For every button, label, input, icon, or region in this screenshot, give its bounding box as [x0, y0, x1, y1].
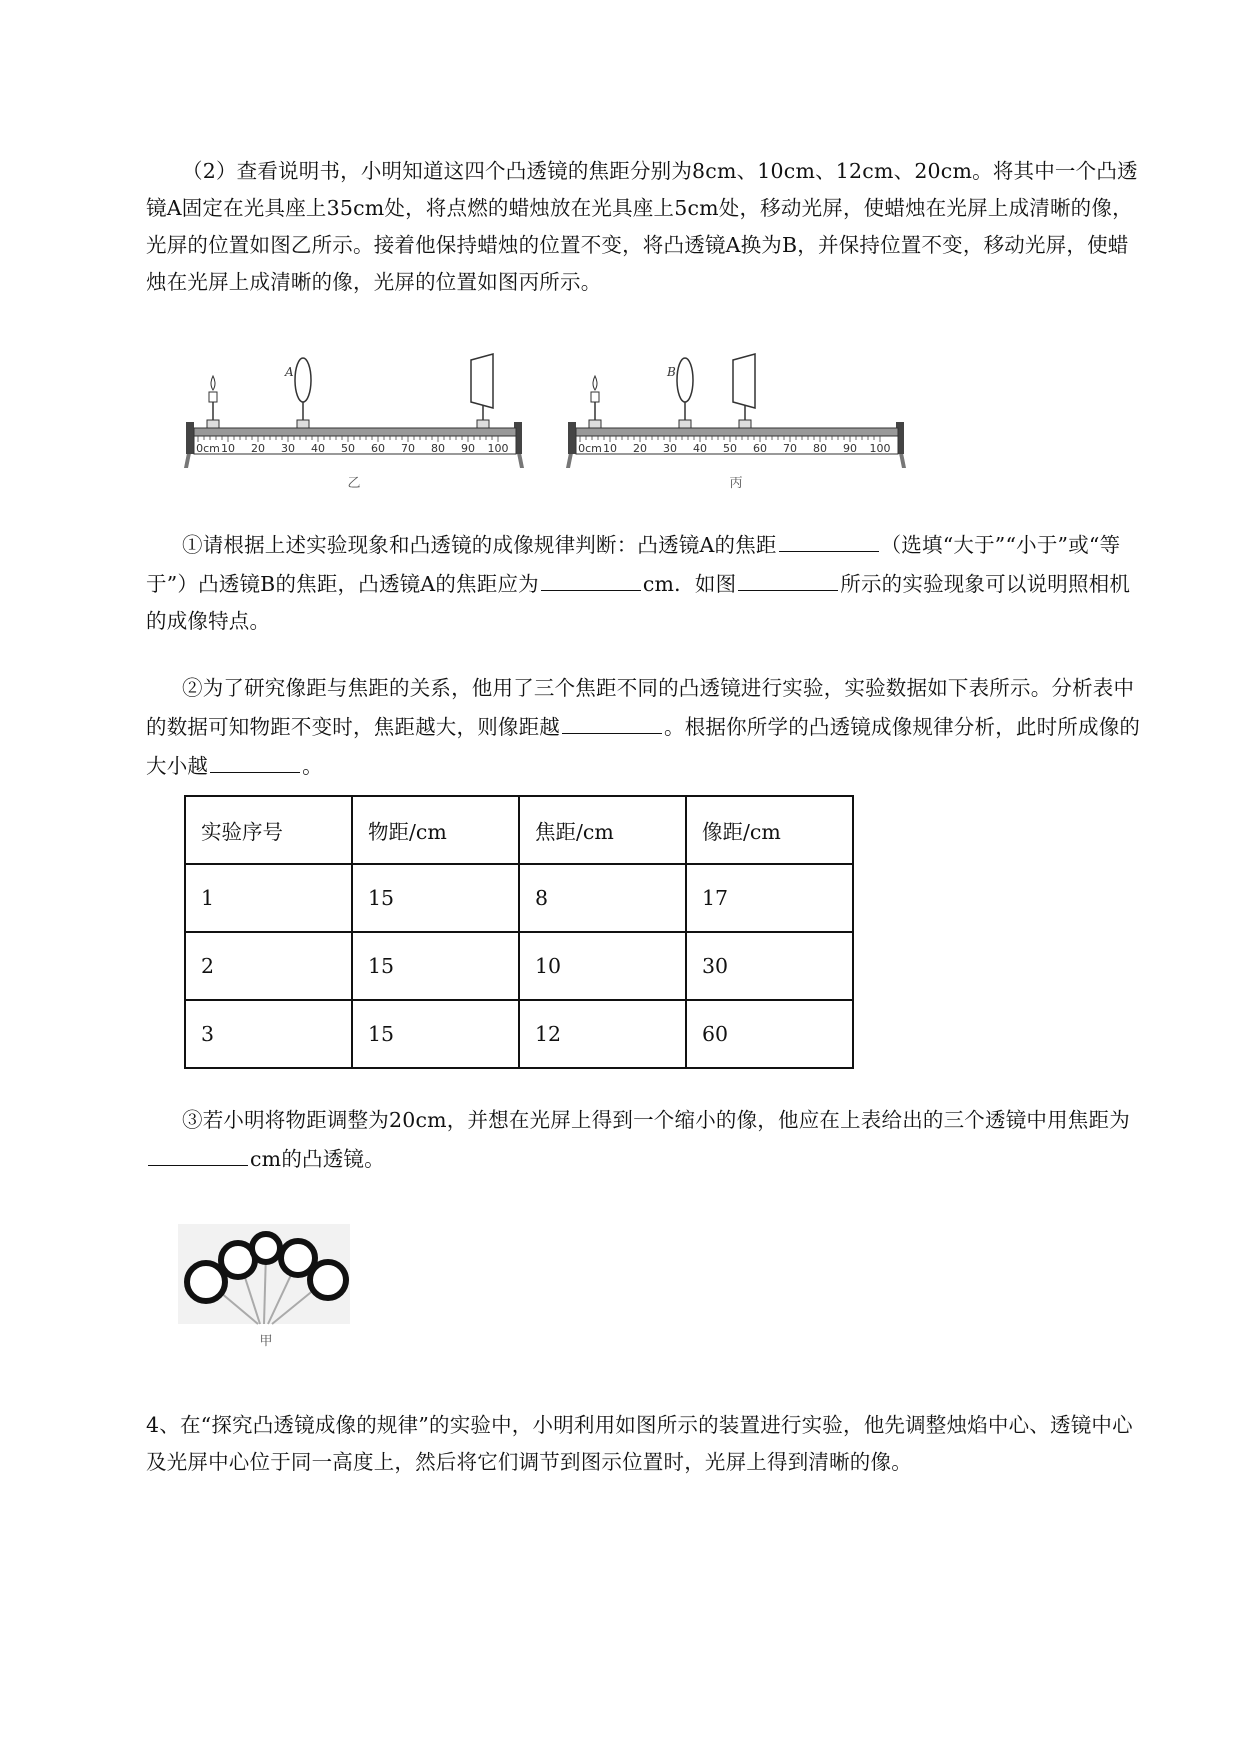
table-row: [185, 1000, 853, 1068]
table-cell: 1: [185, 864, 352, 932]
bench-end-post: [568, 422, 576, 454]
scale-tick-label: 40: [693, 442, 707, 455]
candle: [591, 392, 599, 402]
magnifier-lenses-figure: [178, 1224, 353, 1354]
answer-blank[interactable]: [541, 564, 641, 591]
intro-text: （2）查看说明书，小明知道这四个凸透镜的焦距分别为8cm、10cm、12cm、20cm。将其中一个凸透镜A固定在光具座上35cm处，将点燃的蜡烛放在光具座上5cm处，移动光屏，使蜡烛在光屏上成清晰的像，光屏的位置如图乙所示。接着他保持蜡烛的位置不变，将凸透镜A换为B，并保持位置不变，移动光屏，使蜡烛在光屏上成清晰的像，光屏的位置如图丙所示。: [146, 159, 1138, 294]
scale-tick-label: 0cm: [196, 442, 220, 455]
scale-tick-label: 90: [843, 442, 857, 455]
convex-lens: [295, 358, 311, 402]
scale-tick-label: 100: [487, 442, 509, 455]
table-header-cell: 焦距/cm: [519, 796, 686, 864]
bench-rail: [576, 428, 898, 436]
q1-text-4: 所示的实验现象可以说明照相机的成像特点。: [146, 572, 1131, 633]
q4-text: 4、在“探究凸透镜成像的规律”的实验中，小明利用如图所示的装置进行实验，他先调整烛焰中心、透镜中心及光屏中心位于同一高度上，然后将它们调节到图示位置时，光屏上得到清晰的像。: [146, 1413, 1133, 1474]
candle-holder: [207, 420, 219, 428]
table-row: [185, 864, 853, 932]
scale-tick-label: 60: [753, 442, 767, 455]
convex-lens: [677, 358, 693, 402]
lens-holder: [297, 420, 309, 428]
scale-tick-label: 20: [633, 442, 647, 455]
magnifier-lens: [187, 1263, 225, 1301]
figure-caption-jia: 甲: [259, 1334, 273, 1349]
scale-tick-label: 50: [723, 442, 737, 455]
scale-tick-label: 10: [221, 442, 235, 455]
q1-text-2: （选填“大于”“小于”或“等于”）凸透镜B的焦距，凸透镜A的焦距应为: [146, 533, 1121, 596]
q2-text-2: 。根据你所学的凸透镜成像规律分析，此时所成像的大小越: [146, 715, 1141, 778]
table-cell: 10: [519, 932, 686, 1000]
table-cell: 15: [352, 864, 519, 932]
table-cell: 30: [686, 932, 853, 1000]
scale-tick-label: 40: [311, 442, 325, 455]
magnifier-lens: [310, 1262, 346, 1298]
table-cell: 15: [352, 932, 519, 1000]
optical-bench-right: [566, 354, 906, 491]
question-4: [146, 1407, 1146, 1481]
scale-tick-label: 10: [603, 442, 617, 455]
q2-text-1: ②为了研究像距与焦距的关系，他用了三个焦距不同的凸透镜进行实验，实验数据如下表所示。分析表中的数据可知物距不变时，焦距越大，则像距越: [146, 676, 1135, 739]
scale-tick-label: 50: [341, 442, 355, 455]
q3-text-2: cm的凸透镜。: [250, 1147, 385, 1171]
scale-tick-label: 70: [401, 442, 415, 455]
table-row: [185, 932, 853, 1000]
q1-text-1: ①请根据上述实验现象和凸透镜的成像规律判断：凸透镜A的焦距: [182, 533, 777, 557]
answer-blank[interactable]: [148, 1139, 248, 1166]
table-header-cell: 像距/cm: [686, 796, 853, 864]
table-cell: 15: [352, 1000, 519, 1068]
answer-blank[interactable]: [210, 746, 300, 773]
scale-tick-label: 20: [251, 442, 265, 455]
table-cell: 8: [519, 864, 686, 932]
scale-tick-label: 80: [813, 442, 827, 455]
table-header-cell: 实验序号: [185, 796, 352, 864]
optical-bench-figures: [178, 352, 918, 497]
candle: [209, 392, 217, 402]
q2-text-3: 。: [302, 754, 323, 778]
q3-text-1: ③若小明将物距调整为20cm，并想在光屏上得到一个缩小的像，他应在上表给出的三个透镜中用焦距为: [182, 1108, 1130, 1132]
scale-tick-label: 0cm: [578, 442, 602, 455]
answer-blank[interactable]: [779, 525, 879, 552]
answer-blank[interactable]: [562, 707, 662, 734]
table-header-row: [185, 796, 853, 864]
intro-paragraph: [146, 153, 1146, 301]
scale-tick-label: 60: [371, 442, 385, 455]
light-screen: [733, 354, 755, 408]
figure-caption: 乙: [347, 476, 361, 491]
table-header-cell: 物距/cm: [352, 796, 519, 864]
magnifier-lens: [252, 1234, 280, 1262]
light-screen: [471, 354, 493, 408]
scale-tick-label: 70: [783, 442, 797, 455]
candle-flame: [211, 376, 215, 390]
experiment-data-table: [184, 795, 854, 1069]
lens-label: A: [285, 365, 294, 379]
screen-holder: [739, 420, 751, 428]
question-2: [146, 670, 1146, 785]
candle-flame: [593, 376, 597, 390]
scale-tick-label: 100: [869, 442, 891, 455]
table-cell: 17: [686, 864, 853, 932]
scale-tick-label: 30: [281, 442, 295, 455]
scale-tick-label: 90: [461, 442, 475, 455]
answer-blank[interactable]: [738, 564, 838, 591]
table-cell: 60: [686, 1000, 853, 1068]
bench-end-post: [186, 422, 194, 454]
figure-caption: 丙: [729, 476, 743, 491]
scale-tick-label: 80: [431, 442, 445, 455]
lens-holder: [679, 420, 691, 428]
q1-text-3: cm．如图: [642, 572, 737, 596]
candle-holder: [589, 420, 601, 428]
bench-rail: [194, 428, 516, 436]
optical-bench-left: [184, 354, 524, 491]
question-3: [146, 1102, 1146, 1178]
lens-label: B: [667, 365, 676, 379]
table-cell: 2: [185, 932, 352, 1000]
scale-tick-label: 30: [663, 442, 677, 455]
screen-holder: [477, 420, 489, 428]
table-cell: 12: [519, 1000, 686, 1068]
question-1: [146, 525, 1146, 640]
table-cell: 3: [185, 1000, 352, 1068]
